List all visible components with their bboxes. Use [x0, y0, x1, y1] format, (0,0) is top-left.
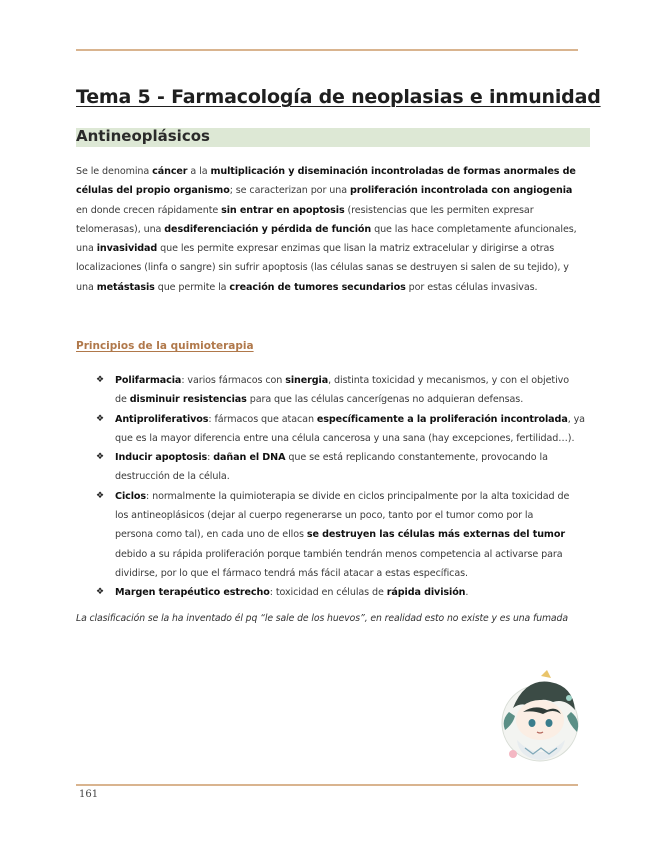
intro-paragraph — [76, 162, 596, 297]
diamond-bullet-icon: ❖ — [96, 452, 104, 463]
list-item: ❖ Margen terapéutico estrecho: toxicidad en células de rápida división. — [96, 583, 596, 602]
text-line: telomerasas), una desdiferenciación y pérdida de función que las hace completamente afuncionales, — [76, 223, 577, 235]
text-line: células del propio organismo; se caracterizan por una proliferación incontrolada con angiogenia — [76, 185, 573, 197]
list-item: ❖ Antiproliferativos: fármacos que atacan específicamente a la proliferación incontrolada, ya que es la mayor diferencia entre una célula cancerosa y una sana (hay excepciones, fertilidad…). — [96, 410, 596, 449]
footer-rule — [76, 784, 578, 786]
header-rule — [76, 49, 578, 51]
list-item: ❖ Polifarmacia: varios fármacos con sinergia, distinta toxicidad y mecanismos, y con el objetivo de disminuir resistencias para que las células cancerígenas no adquieran defensas. — [96, 371, 596, 410]
diamond-bullet-icon: ❖ — [96, 490, 104, 501]
diamond-bullet-icon: ❖ — [96, 413, 104, 424]
page-number: 161 — [79, 789, 99, 800]
list-item: ❖ Inducir apoptosis: dañan el DNA que se está replicando constantemente, provocando la destrucción de la célula. — [96, 448, 596, 487]
text-line: Se le denomina cáncer a la multiplicación y diseminación incontroladas de formas anormales de — [76, 166, 576, 177]
text-line: una metástasis que permite la creación de tumores secundarios por estas células invasivas. — [76, 281, 538, 293]
diamond-bullet-icon: ❖ — [96, 587, 104, 598]
principles-list — [96, 371, 596, 603]
list-item: ❖ Ciclos: normalmente la quimioterapia se divide en ciclos principalmente por la alta toxicidad de los antineoplásicos (dejar al cuerpo regenerarse un poco, tanto por el tumor como por la persona como tal), en cada uno de ellos se destruyen las células más externas del tumor debido a su rápida proliferación porque también tendrán menos competencia al activarse para dividirse, por lo que el fármaco tendrá más fácil atacar a estas específicas. — [96, 487, 596, 583]
text-line: en donde crecen rápidamente sin entrar en apoptosis (resistencias que les permiten expresar — [76, 204, 534, 216]
section-title: Antineoplásicos — [76, 127, 210, 145]
diamond-bullet-icon: ❖ — [96, 375, 104, 385]
subheading-principles: Principios de la quimioterapia — [76, 340, 254, 352]
page-title: Tema 5 - Farmacología de neoplasias e inmunidad — [76, 86, 601, 108]
text-line: localizaciones (linfa o sangre) sin sufrir apoptosis (las células sanas se destruyen si salen de su tejido), y — [76, 262, 569, 274]
text-line: una invasividad que les permite expresar enzimas que lisan la matriz extracelular y dirigirse a otras — [76, 243, 555, 255]
italic-note: La clasificación se la ha inventado él pq “le sale de los huevos”, en realidad esto no existe y es una fumada — [76, 613, 568, 624]
chibi-sticker-icon — [495, 668, 585, 768]
